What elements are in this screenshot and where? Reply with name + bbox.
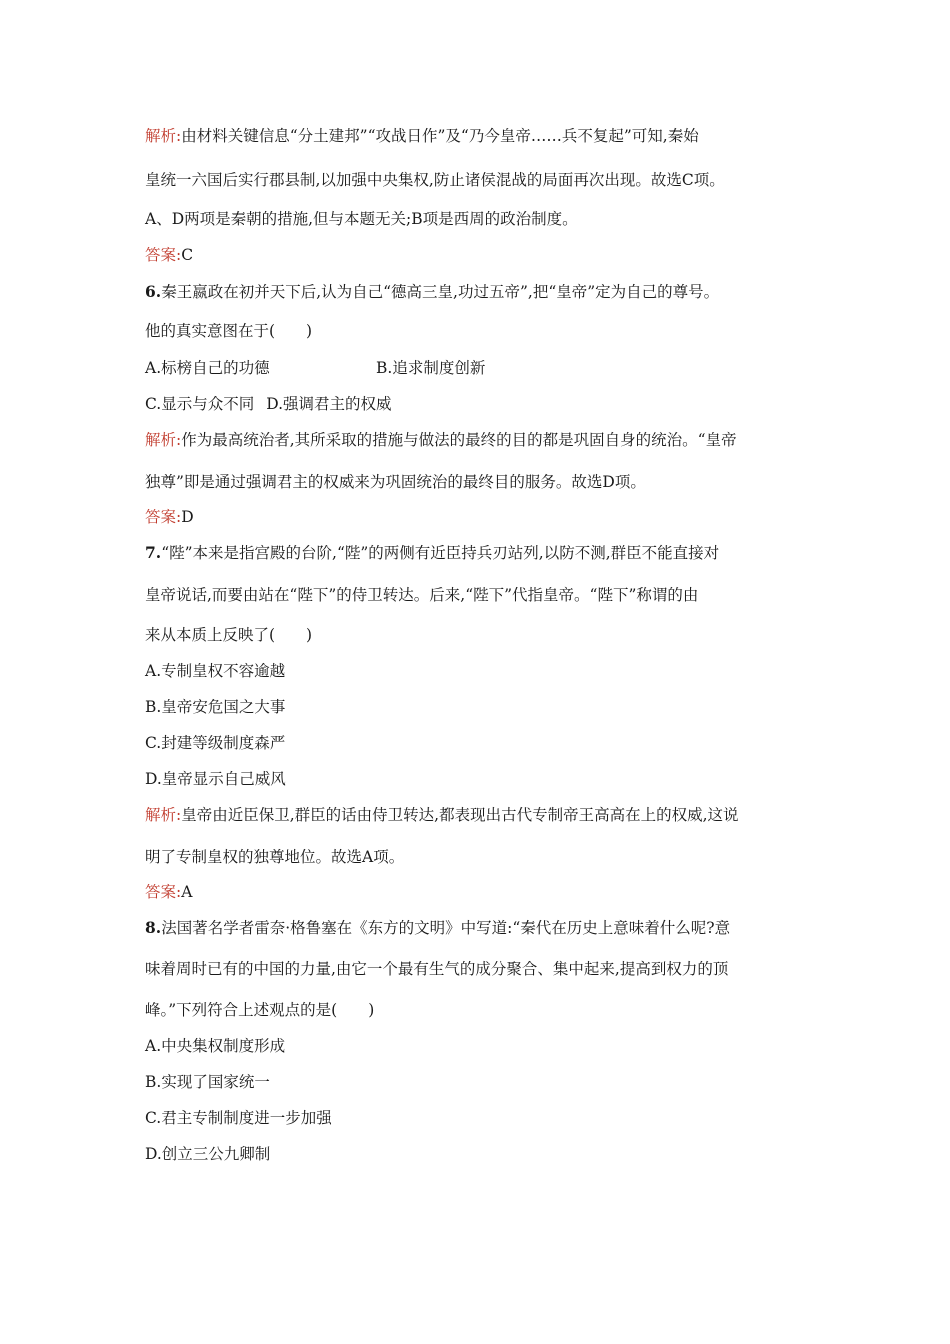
q5-analysis-line2: 皇统一六国后实行郡县制,以加强中央集权,防止诸侯混战的局面再次出现。故选C项。	[145, 171, 725, 189]
question-number: 7.	[145, 543, 162, 562]
q6-analysis-line2: 独尊”即是通过强调君主的权威来为巩固统治的最终目的服务。故选D项。	[145, 473, 646, 491]
q7-analysis-line2: 明了专制皇权的独尊地位。故选A项。	[145, 848, 405, 866]
q7-answer	[145, 882, 825, 902]
q6-option-d: D.强调君主的权威	[266, 395, 392, 413]
analysis-label: 解析:	[145, 127, 182, 145]
answer-label: 答案:	[145, 508, 182, 526]
q8-option-d: D.创立三公九卿制	[145, 1145, 271, 1163]
q5-analysis-line3: A、D两项是秦朝的措施,但与本题无关;B项是西周的政治制度。	[145, 210, 578, 228]
q8-stem-line1: 8.法国著名学者雷奈·格鲁塞在《东方的文明》中写道:“秦代在历史上意味着什么呢?意	[145, 918, 731, 937]
q6-options-row2	[145, 394, 825, 414]
answer-value: A	[181, 883, 193, 901]
q7-analysis-line1: 解析:皇帝由近臣保卫,群臣的话由侍卫转达,都表现出古代专制帝王高高在上的权威,这说	[145, 806, 739, 824]
answer-label: 答案:	[145, 883, 182, 901]
q6-analysis-line1: 解析:作为最高统治者,其所采取的措施与做法的最终的目的都是巩固自身的统治。“皇帝	[145, 431, 737, 449]
answer-value: C	[181, 246, 194, 264]
analysis-label: 解析:	[145, 806, 182, 824]
q8-stem-line3: 峰。”下列符合上述观点的是( )	[145, 1001, 375, 1019]
q6-answer	[145, 507, 825, 527]
q8-option-c: C.君主专制制度进一步加强	[145, 1109, 332, 1127]
q5-answer	[145, 245, 825, 265]
q6-stem-line1: 6.秦王嬴政在初并天下后,认为自己“德高三皇,功过五帝”,把“皇帝”定为自己的尊号。	[145, 282, 720, 301]
q5-analysis-line1: 解析:由材料关键信息“分土建邦”“攻战日作”及“乃今皇帝……兵不复起”可知,秦始	[145, 127, 699, 145]
question-number: 6.	[145, 282, 162, 301]
q6-option-c: C.显示与众不同	[145, 395, 255, 413]
q6-options-row1	[145, 358, 825, 378]
q7-option-b: B.皇帝安危国之大事	[145, 698, 286, 716]
analysis-label: 解析:	[145, 431, 182, 449]
q7-option-a: A.专制皇权不容逾越	[145, 662, 286, 680]
q7-stem-line3: 来从本质上反映了( )	[145, 626, 313, 644]
q6-option-a: A.标榜自己的功德	[145, 359, 270, 377]
q7-option-c: C.封建等级制度森严	[145, 734, 286, 752]
q8-option-b: B.实现了国家统一	[145, 1073, 270, 1091]
answer-value: D	[181, 508, 194, 526]
q7-stem-line1: 7.“陛”本来是指宫殿的台阶,“陛”的两侧有近臣持兵刃站列,以防不测,群臣不能直接对	[145, 543, 720, 562]
q6-option-b: B.追求制度创新	[376, 359, 486, 377]
answer-label: 答案:	[145, 246, 182, 264]
q7-stem-line2: 皇帝说话,而要由站在“陛下”的侍卫转达。后来,“陛下”代指皇帝。“陛下”称谓的由	[145, 586, 699, 604]
question-number: 8.	[145, 918, 162, 937]
q8-option-a: A.中央集权制度形成	[145, 1037, 286, 1055]
q8-stem-line2: 味着周时已有的中国的力量,由它一个最有生气的成分聚合、集中起来,提高到权力的顶	[145, 960, 729, 978]
q6-stem-line2: 他的真实意图在于( )	[145, 322, 313, 340]
q7-option-d: D.皇帝显示自己威风	[145, 770, 286, 788]
